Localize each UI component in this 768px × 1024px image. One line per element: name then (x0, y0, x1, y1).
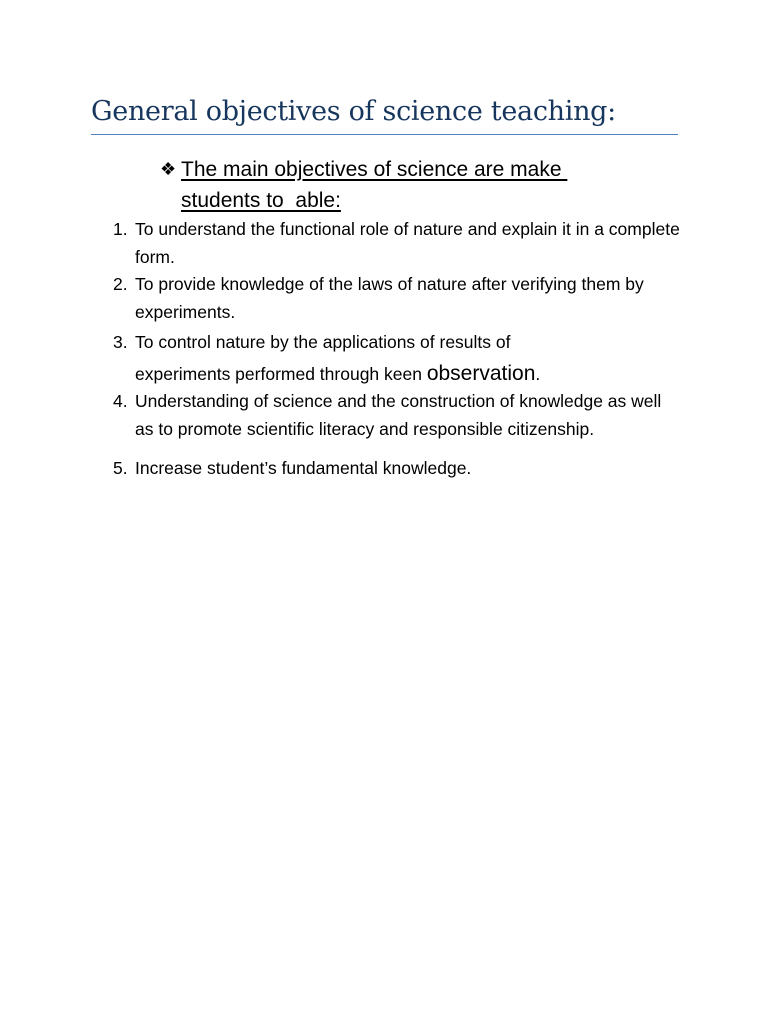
list-item-text: Increase student’s fundamental knowledge. (135, 458, 472, 478)
list-item-emphasis-word: observation (426, 361, 536, 385)
list-item-text-continued (135, 360, 683, 389)
list-item-text: To understand the functional role of nature and explain it in a complete form. (135, 219, 680, 267)
list-item (113, 216, 683, 271)
list-item-number: 5. (113, 458, 128, 478)
list-item-number: 3. (113, 332, 128, 352)
list-item-number: 2. (113, 274, 128, 294)
title-underline-divider (91, 134, 678, 135)
list-item-text-part: . (535, 363, 541, 384)
list-item-text: To provide knowledge of the laws of nature after verifying them by experiments. (135, 274, 644, 322)
intro-text: The main objectives of science are make students to able: (181, 158, 568, 212)
list-item (113, 388, 683, 443)
list-item-text: To control nature by the applications of results of (135, 332, 511, 352)
page-title: General objectives of science teaching: (91, 96, 616, 127)
list-item-number: 4. (113, 391, 128, 411)
list-item-number: 1. (113, 219, 128, 239)
list-item (113, 455, 683, 483)
list-item-text: Understanding of science and the construction of knowledge as well as to promote scientific literacy and responsible citizenship. (135, 391, 662, 439)
list-item-text-part: experiments performed through keen (135, 363, 427, 384)
objectives-list (113, 216, 683, 483)
intro-bullet-paragraph (160, 154, 620, 216)
list-item (113, 271, 683, 327)
diamond-bullet-icon: ❖ (160, 159, 177, 179)
list-item (113, 329, 683, 388)
